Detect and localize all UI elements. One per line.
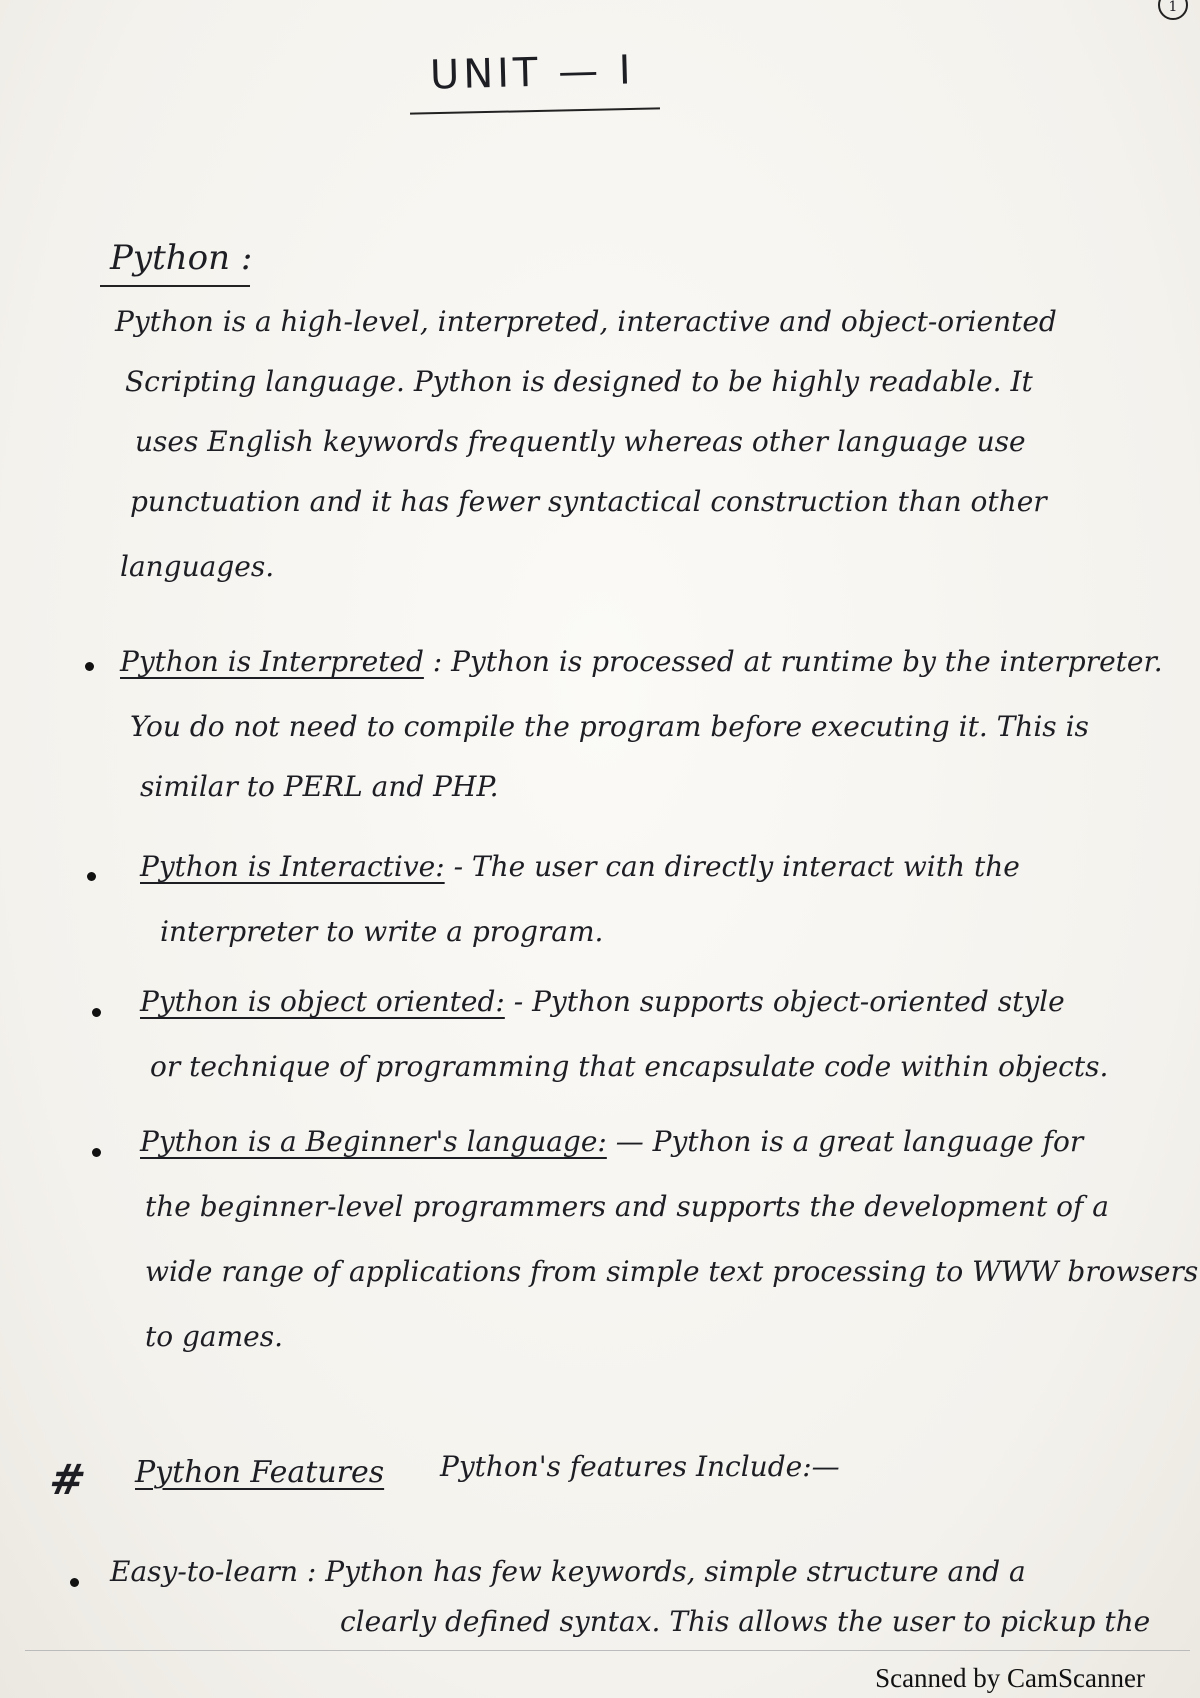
bullet-term: Easy-to-learn : bbox=[110, 1555, 317, 1588]
bullet-first-line bbox=[120, 645, 1163, 678]
intro-line: Scripting language. Python is designed to be highly readable. It bbox=[125, 365, 1033, 398]
features-intro: Python's features Include:— bbox=[440, 1450, 840, 1483]
bullet-first-line bbox=[140, 985, 1065, 1018]
bullet-term: Python is object oriented: bbox=[140, 985, 505, 1018]
intro-line: uses English keywords frequently whereas other language use bbox=[135, 425, 1026, 458]
bullet-line: You do not need to compile the program before executing it. This is bbox=[130, 710, 1089, 743]
intro-line: languages. bbox=[120, 550, 275, 583]
bullet-first-line bbox=[110, 1555, 1026, 1588]
bullet-term: Python is a Beginner's language: bbox=[140, 1125, 607, 1158]
bullet-dot bbox=[85, 662, 94, 671]
unit-title: UNIT — I bbox=[429, 47, 636, 99]
intro-line: punctuation and it has fewer syntactical construction than other bbox=[130, 485, 1047, 518]
python-heading-underline bbox=[100, 285, 250, 287]
bullet-first-line bbox=[140, 850, 1020, 883]
bullet-text: Python has few keywords, simple structure and a bbox=[316, 1555, 1026, 1588]
bullet-text: : Python is processed at runtime by the interpreter. bbox=[423, 645, 1163, 678]
bullet-line: similar to PERL and PHP. bbox=[140, 770, 499, 803]
bullet-line: or technique of programming that encapsulate code within objects. bbox=[150, 1050, 1109, 1083]
bullet-term: Python is Interactive: bbox=[140, 850, 445, 883]
bullet-first-line bbox=[140, 1125, 1083, 1158]
bullet-term: Python is Interpreted bbox=[120, 645, 424, 678]
intro-line: Python is a high-level, interpreted, interactive and object-oriented bbox=[115, 305, 1057, 338]
bullet-dot bbox=[92, 1148, 101, 1157]
scan-edge-line bbox=[25, 1650, 1190, 1651]
bullet-text: — Python is a great language for bbox=[606, 1125, 1084, 1158]
page-number: 1 bbox=[1158, 0, 1188, 20]
features-heading-text: Python Features bbox=[135, 1455, 385, 1490]
bullet-dot bbox=[87, 872, 96, 881]
bullet-dot bbox=[92, 1008, 101, 1017]
bullet-line: to games. bbox=[145, 1320, 284, 1353]
bullet-line: clearly defined syntax. This allows the user to pickup the bbox=[340, 1605, 1151, 1638]
bullet-line: interpreter to write a program. bbox=[160, 915, 604, 948]
python-heading: Python : bbox=[110, 238, 253, 278]
hash-symbol: # bbox=[45, 1455, 90, 1504]
bullet-line: wide range of applications from simple text processing to WWW browsers bbox=[145, 1255, 1199, 1288]
bullet-text: - The user can directly interact with the bbox=[444, 850, 1020, 883]
features-heading bbox=[135, 1455, 384, 1490]
bullet-dot bbox=[70, 1578, 79, 1587]
bullet-text: - Python supports object-oriented style bbox=[504, 985, 1065, 1018]
title-underline bbox=[410, 107, 660, 114]
scanner-watermark: Scanned by CamScanner bbox=[875, 1663, 1145, 1693]
bullet-line: the beginner-level programmers and supports the development of a bbox=[145, 1190, 1109, 1223]
